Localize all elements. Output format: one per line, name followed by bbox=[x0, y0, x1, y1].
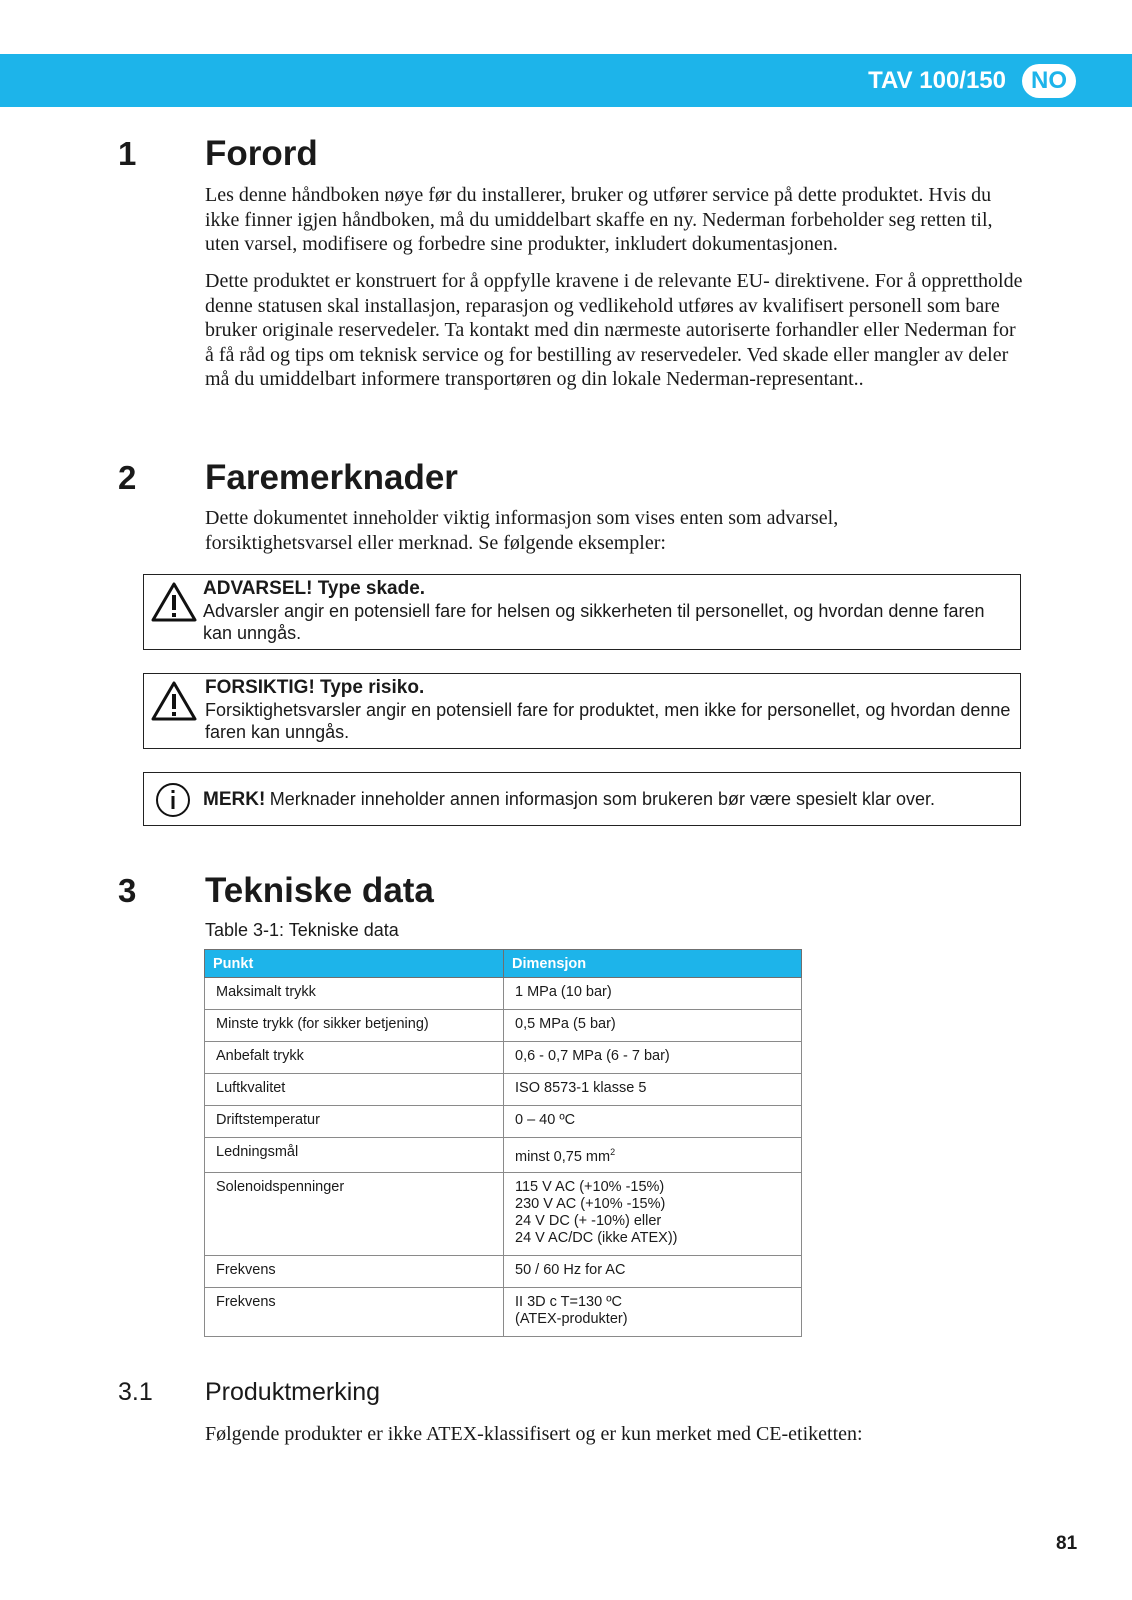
section-title: Faremerknader bbox=[205, 458, 458, 497]
superscript: 2 bbox=[610, 1147, 616, 1157]
row-value-line: 24 V DC (+ -10%) eller bbox=[515, 1212, 662, 1229]
row-value-cell bbox=[504, 1172, 802, 1255]
info-icon bbox=[155, 782, 191, 818]
section-number: 2 bbox=[118, 459, 137, 496]
row-value: 1 MPa (10 bar) bbox=[504, 978, 802, 1010]
callout-title: MERK! bbox=[203, 789, 266, 810]
row-label: Frekvens bbox=[205, 1255, 504, 1287]
row-label: Maksimalt trykk bbox=[205, 978, 504, 1010]
row-label: Minste trykk (for sikker betjening) bbox=[205, 1010, 504, 1042]
row-value-line: II 3D c T=130 ºC bbox=[515, 1293, 622, 1310]
table-row bbox=[205, 1287, 802, 1336]
table-row bbox=[205, 1074, 802, 1106]
section-number: 1 bbox=[118, 135, 137, 172]
paragraph: Dette dokumentet inneholder viktig informasjon som vises enten som advarsel, forsiktighetsvarsel eller merknad. Se følgende eksempler: bbox=[205, 507, 839, 554]
row-value-line: 24 V AC/DC (ikke ATEX)) bbox=[515, 1229, 678, 1246]
table-row bbox=[205, 1042, 802, 1074]
column-header: Punkt bbox=[205, 950, 504, 978]
callout-title: ADVARSEL! Type skade. bbox=[203, 578, 426, 599]
table-header-row bbox=[205, 950, 802, 978]
paragraph: Dette produktet er konstruert for å oppfylle kravene i de relevante EU- direktivene. For å opprettholde denne statusen skal installasjon, reparasjon og vedlikehold utføres av kvalifisert personell som bare bruker originale reservedeler. Ta kontakt med din nærmeste autoriserte forhandler eller Nederman for å få råd og tips om teknisk service og for bestilling av reservedeler. Ved skade eller mangler av deler må du umiddelbart informere transportøren og din lokale Nederman-representant.. bbox=[205, 270, 1023, 391]
section-title: Tekniske data bbox=[205, 871, 434, 910]
row-label: Anbefalt trykk bbox=[205, 1042, 504, 1074]
page-number: 81 bbox=[1056, 1533, 1078, 1554]
paragraph: Les denne håndboken nøye før du installerer, bruker og utfører service på dette produktet. Hvis du ikke finner igjen håndboken, må du umiddelbart skaffe en ny. Nederman forbeholder seg retten til, uten varsel, modifisere og forbedre sine produkter, inkludert dokumentasjonen. bbox=[205, 184, 993, 256]
row-value-cell bbox=[504, 1287, 802, 1336]
row-value: 50 / 60 Hz for AC bbox=[504, 1255, 802, 1287]
table-row bbox=[205, 1010, 802, 1042]
warning-callout bbox=[143, 574, 1021, 650]
column-header: Dimensjon bbox=[504, 950, 802, 978]
header-bar bbox=[0, 54, 1132, 107]
row-label: Ledningsmål bbox=[205, 1138, 504, 1173]
table-row bbox=[205, 1255, 802, 1287]
row-value-cell bbox=[504, 1138, 802, 1173]
row-value: minst 0,75 mm bbox=[515, 1148, 611, 1165]
callout-text: Advarsler angir en potensiell fare for helsen og sikkerheten til personellet, og hvordan denne faren kan unngås. bbox=[203, 601, 985, 643]
callout-text: Forsiktighetsvarsler angir en potensiell fare for produktet, men ikke for personellet, og hvordan denne faren kan unngås. bbox=[205, 700, 1011, 742]
row-value: ISO 8573-1 klasse 5 bbox=[504, 1074, 802, 1106]
table-row bbox=[205, 1138, 802, 1173]
paragraph: Følgende produkter er ikke ATEX-klassifisert og er kun merket med CE-etiketten: bbox=[205, 1423, 863, 1445]
row-value-line: 115 V AC (+10% -15%) bbox=[515, 1178, 665, 1195]
row-value: 0 – 40 ºC bbox=[504, 1106, 802, 1138]
caution-triangle-icon bbox=[151, 680, 197, 722]
table-caption: Table 3-1: Tekniske data bbox=[205, 920, 399, 940]
row-value: 0,5 MPa (5 bar) bbox=[504, 1010, 802, 1042]
section-title: Forord bbox=[205, 134, 318, 173]
subsection-title: Produktmerking bbox=[205, 1378, 381, 1406]
row-value-line: (ATEX-produkter) bbox=[515, 1310, 628, 1327]
row-label: Frekvens bbox=[205, 1287, 504, 1336]
table-row bbox=[205, 1172, 802, 1255]
note-callout bbox=[143, 772, 1021, 826]
callout-title: FORSIKTIG! Type risiko. bbox=[205, 677, 425, 698]
row-label: Luftkvalitet bbox=[205, 1074, 504, 1106]
section-number: 3 bbox=[118, 872, 137, 909]
caution-callout bbox=[143, 673, 1021, 749]
callout-text: Merknader inneholder annen informasjon som brukeren bør være spesielt klar over. bbox=[269, 789, 936, 809]
tech-data-table bbox=[204, 949, 802, 1337]
warning-triangle-icon bbox=[151, 581, 197, 623]
table-row bbox=[205, 1106, 802, 1138]
document-title: TAV 100/150 bbox=[868, 67, 1006, 94]
row-value: 0,6 - 0,7 MPa (6 - 7 bar) bbox=[504, 1042, 802, 1074]
table-row bbox=[205, 978, 802, 1010]
subsection-number: 3.1 bbox=[118, 1378, 153, 1406]
row-label: Solenoidspenninger bbox=[205, 1172, 504, 1255]
row-value-line: 230 V AC (+10% -15%) bbox=[515, 1195, 666, 1212]
language-badge: NO bbox=[1022, 64, 1076, 98]
row-label: Driftstemperatur bbox=[205, 1106, 504, 1138]
